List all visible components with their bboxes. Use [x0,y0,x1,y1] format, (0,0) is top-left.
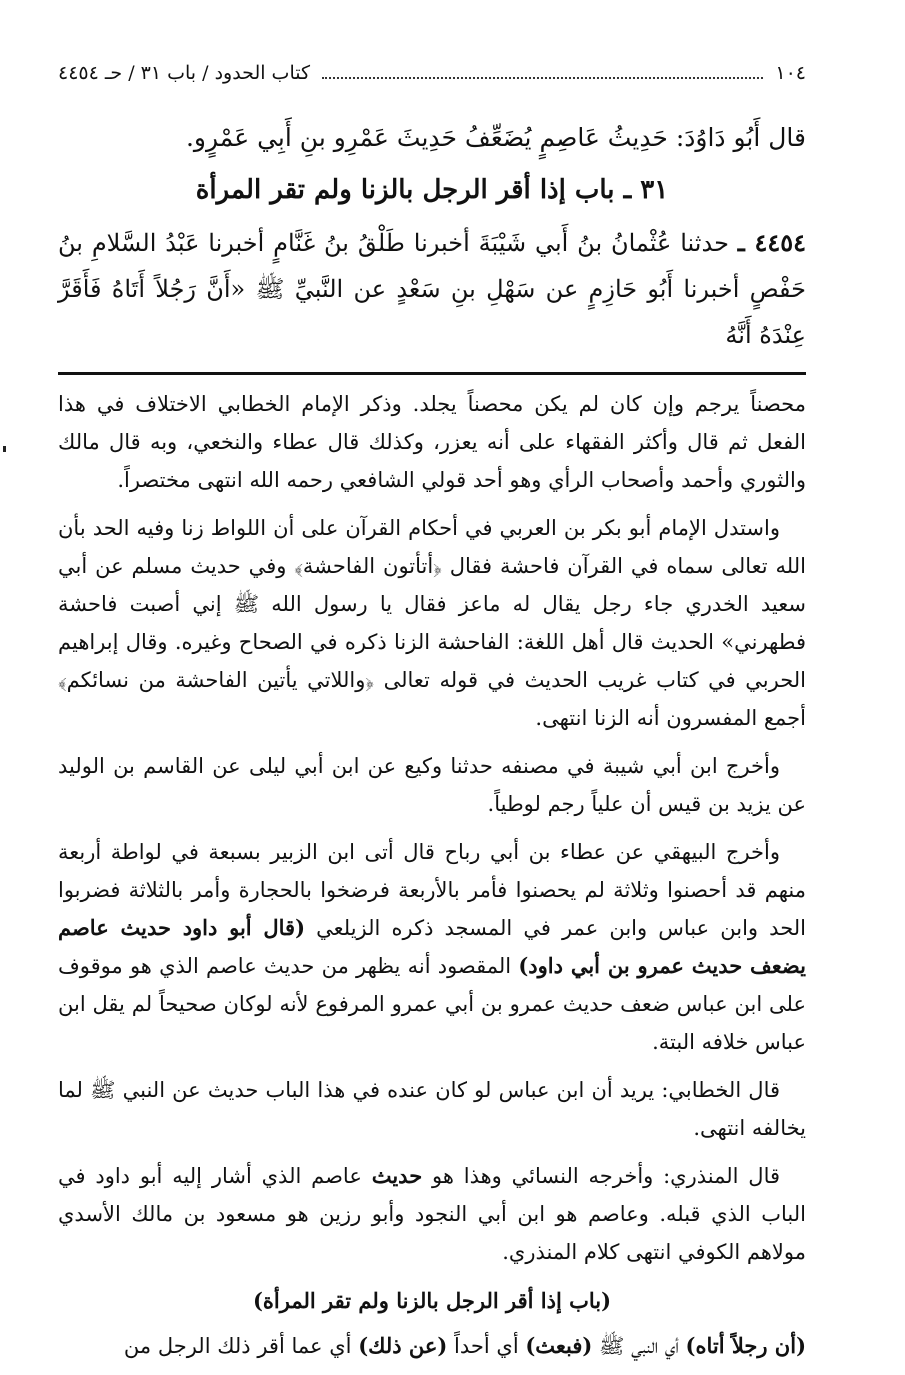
hadith-number: ٤٤٥٤ ـ [737,228,806,257]
commentary-text: قال المنذري: وأخرجه النسائي وهذا هو [432,1164,781,1188]
commentary-paragraph [58,1157,806,1271]
hadith-paragraph [58,220,806,358]
running-header [58,58,806,88]
commentary-text: عاصم الذي أشار إليه أبو داود في الباب الذي قبله. وعاصم هو ابن أبي النجود وأبو رزين هو مسعود بن مالك الأسدي مولاهم الكوفي انتهى كلام المنذري. [58,1164,806,1264]
commentary-text: أي أحداً [454,1334,519,1358]
abu-dawud-note: قال أَبُو دَاوُدَ: حَدِيثُ عَاصِمٍ يُضَعِّفُ حَدِيثَ عَمْرِو بنِ أَبِي عَمْرٍو. [185,123,806,152]
commentary-paragraph [58,1327,806,1365]
page [58,58,806,1375]
commentary-chapter-title: (باب إذا أقر الرجل بالزنا ولم تقر المرأة) [252,1288,612,1313]
hadith-text: حدثنا عُثْمانُ بنُ أَبي شَيْبَةَ أخبرنا طَلْقُ بنُ غَنَّامٍ أخبرنا عَبْدُ السَّلامِ بنُ حَفْصٍ أخبرنا أَبُو حَازِمٍ عن سَهْلِ بنِ سَعْدٍ عن النَّبيِّ ﷺ «أَنَّ رَجُلاً أَتَاهُ فَأَقَرَّ عِنْدَهُ أَنَّهُ [58,229,806,349]
commentary-paragraph [58,833,806,1061]
commentary-paragraph: واستدل الإمام أبو بكر بن العربي في أحكام القرآن على أن اللواط زنا وفيه الحد بأن الله تعالى سماه في القرآن فاحشة فقال ﴿أتأتون الفاحشة﴾ وفي حديث مسلم عن أبي سعيد الخدري جاء رجل يقال له ماعز فقال يا رسول الله ﷺ إني أصبت فاحشة فطهرني» الحديث قال أهل اللغة: الفاحشة الزنا ذكره في الصحاح وغيره. وقال إبراهيم الحربي في كتاب غريب الحديث في قوله تعالى ﴿واللاتي يأتين الفاحشة من نسائكم﴾ أجمع المفسرون أنه الزنا انتهى. [58,516,806,730]
commentary-text: أي النبي ﷺ [599,1334,679,1358]
commentary-text: أي عما أقر ذلك الرجل من [123,1334,352,1358]
commentary-quote-bold: (فبعث) [525,1333,593,1358]
commentary [58,385,806,1365]
commentary-quote-bold: (قال أبو داود حديث عاصم يضعف حديث عمرو بن أبي داود) [58,915,806,978]
running-title: كتاب الحدود / باب ٣١ / حـ ٤٤٥٤ [58,62,311,84]
footnote-separator [58,372,806,375]
page-number: ١٠٤ [775,62,806,84]
commentary-text: المقصود أنه يظهر من حديث عاصم الذي هو موقوف على ابن عباس ضعف حديث عمرو بن أبي عمرو المرفوع لأنه لوكان صحيحاً لم يقل ابن عباس خلافه البتة. [58,954,806,1054]
commentary-text: وأخرج البيهقي عن عطاء بن أبي رباح قال أتى ابن الزبير بسبعة في لواطة أربعة منهم قد أحصنوا وثلاثة لم يحصنوا فأمر بالأربعة فرضخوا بالحجارة وأمر بالثلاثة فضربوا الحد وابن عباس وابن عمر في المسجد ذكره الزيلعي [58,840,806,940]
commentary-quote-bold: (عن ذلك) [358,1333,448,1358]
commentary-paragraph: وأخرج ابن أبي شيبة في مصنفه حدثنا وكيع عن ابن أبي ليلى عن القاسم بن الوليد عن يزيد بن قيس أن علياً رجم لوطياً. [58,754,806,816]
header-dot-leader [322,59,763,79]
commentary-quote-bold: (أن رجلاً أتاه) [685,1333,806,1358]
chapter-title: ٣١ ـ باب إذا أقر الرجل بالزنا ولم تقر المرأة [195,175,669,205]
commentary-term-bold: حديث [371,1163,423,1188]
page-edge-mark [3,446,6,452]
main-text [58,114,806,162]
commentary-paragraph: محصناً يرجم وإن كان لم يكن محصناً يجلد. وذكر الإمام الخطابي الاختلاف في هذا الفعل ثم قال وأكثر الفقهاء على أنه يعزر، وكذلك قال عطاء والنخعي، وبه قال مالك والثوري وأحمد وأصحاب الرأي وهو أحد قولي الشافعي رحمه الله انتهى مختصراً. [58,392,806,492]
commentary-paragraph: قال الخطابي: يريد أن ابن عباس لو كان عنده في هذا الباب حديث عن النبي ﷺ لما يخالفه انتهى. [58,1078,806,1140]
